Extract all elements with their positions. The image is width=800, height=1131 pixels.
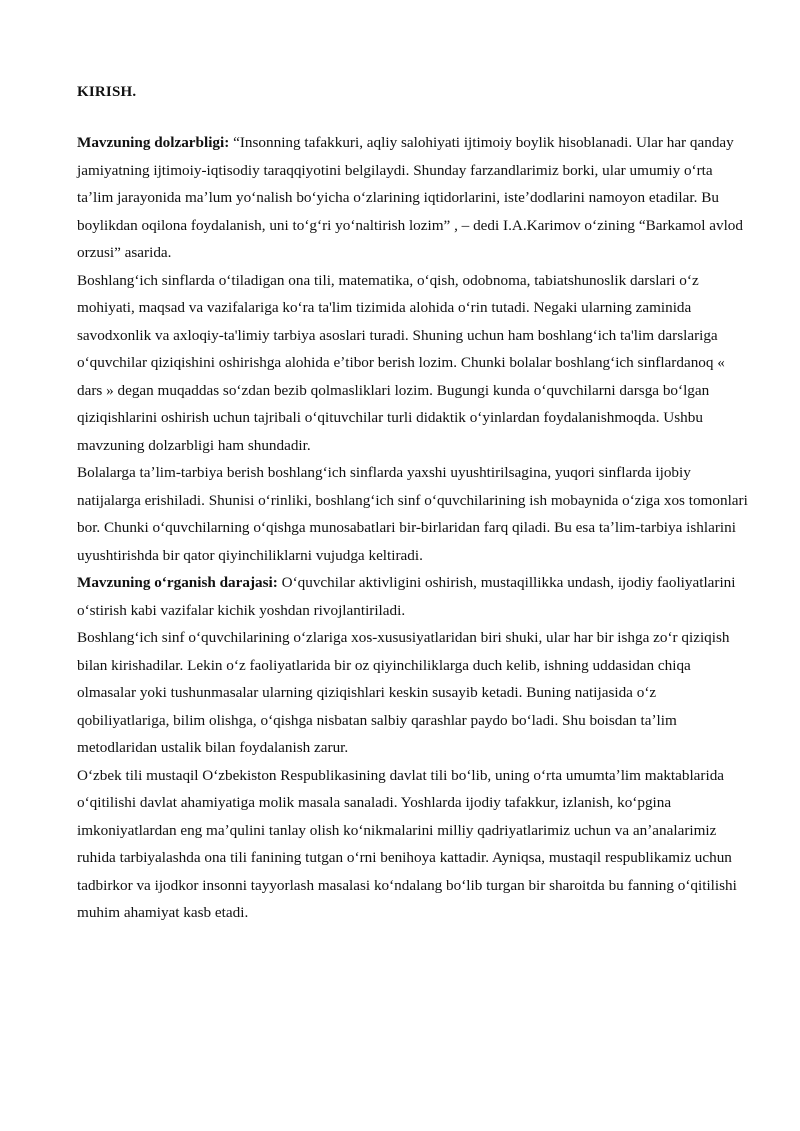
paragraph-text: “Insonning tafakkuri, aqliy salohiyati ijtimoiy boylik hisoblanadi. Ular har qanday jamiyatning ijtimoiy-iqtisodiy taraqqiyotini belgilaydi. Shunday farzandlarimiz borki, ular umumiy oʻrta taʼlim jarayonida maʼlum yoʻnalish boʻyicha oʻzlarining iqtidorlarini, isteʼdodlarini namoyon etadilar. Bu boylikdan oqilona foydalanish, uni toʻgʻri yoʻnaltirish lozim” , – dedi I.A.Karimov oʻzining “Barkamol avlod orzusi” asarida. [77,134,743,261]
section-heading: KIRISH. [77,84,137,100]
paragraph-student-traits [77,624,748,762]
paragraph-uzbek-language [77,762,748,927]
paragraph-study-level [77,569,748,624]
paragraph-label: Mavzuning oʻrganish darajasi: [77,574,278,591]
paragraph-text: Boshlangʻich sinf oʻquvchilarining oʻzlariga xos-xususiyatlaridan biri shuki, ular har bir ishga zoʻr qiziqish bilan kirishadilar. Lekin oʻz faoliyatlarida bir oz qiyinchiliklarga duch kelib, ishning uddasidan chiqa olmasalar yoki tushunmasalar ularning qiziqishlari keskin susayib ketadi. Buning natijasida oʻz qobiliyatlariga, bilim olishga, oʻqishga nisbatan salbiy qarashlar paydo boʻladi. Shu boisdan taʼlim metodlaridan ustalik bilan foydalanish zarur. [77,629,730,756]
paragraph-text: Boshlangʻich sinflarda oʻtiladigan ona tili, matematika, oʻqish, odobnoma, tabiatshunoslik darslari oʻz mohiyati, maqsad va vazifalariga koʻra ta'lim tizimida alohida oʻrin tutadi. Negaki ularning zaminida savodxonlik va axloqiy-ta'limiy tarbiya asoslari turadi. Shuning uchun ham boshlangʻich ta'lim darslariga oʻquvchilar qiziqishini oshirishga alohida eʼtibor berish lozim. Chunki bolalar boshlangʻich sinflardanoq « dars » degan muqaddas soʻzdan bezib qolmasliklari lozim. Bugungi kunda oʻquvchilarni darsga boʻlgan qiziqishlarini oshirish uchun tajribali oʻqituvchilar turli didaktik oʻyinlardan foydalanishmoqda. Ushbu mavzuning dolzarbligi ham shundadir. [77,271,725,454]
paragraph-relevance [77,129,748,267]
paragraph-label: Mavzuning dolzarbligi: [77,134,230,151]
document-body [77,129,748,927]
paragraph-text: Oʻzbek tili mustaqil Oʻzbekiston Respublikasining davlat tili boʻlib, uning oʻrta umumtaʼlim maktablarida oʻqitilishi davlat ahamiyatiga molik masala sanaladi. Yoshlarda ijodiy tafakkur, izlanish, koʻpgina imkoniyatlardan eng maʼqulini tanlay olish koʻnikmalarini milliy qadriyatlarimiz uchun va anʼanalarimiz ruhida tarbiyalashda ona tili fanining tutgan oʻrni benihoya kattadir. Ayniqsa, mustaqil respublikamiz uchun tadbirkor va ijodkor insonni tayyorlash masalasi koʻndalang boʻlib turgan bir sharoitda bu fanning oʻqitilishi muhim ahamiyat kasb etadi. [77,766,737,921]
paragraph-primary-subjects [77,267,748,460]
paragraph-text: Oʻquvchilar aktivligini oshirish, mustaqillikka undash, ijodiy faoliyatlarini oʻstirish kabi vazifalar kichik yoshdan rivojlantiriladi. [77,574,736,619]
paragraph-text: Bolalarga taʼlim-tarbiya berish boshlangʻich sinflarda yaxshi uyushtirilsagina, yuqori sinflarda ijobiy natijalarga erishiladi. Shunisi oʻrinliki, boshlangʻich sinf oʻquvchilarining ish mobaynida oʻziga xos tomonlari bor. Chunki oʻquvchilarning oʻqishga munosabatlari bir-birlaridan farq qiladi. Bu esa taʼlim-tarbiya ishlarini uyushtirishda bir qator qiyinchiliklarni vujudga keltiradi. [77,464,748,564]
paragraph-education [77,459,748,569]
